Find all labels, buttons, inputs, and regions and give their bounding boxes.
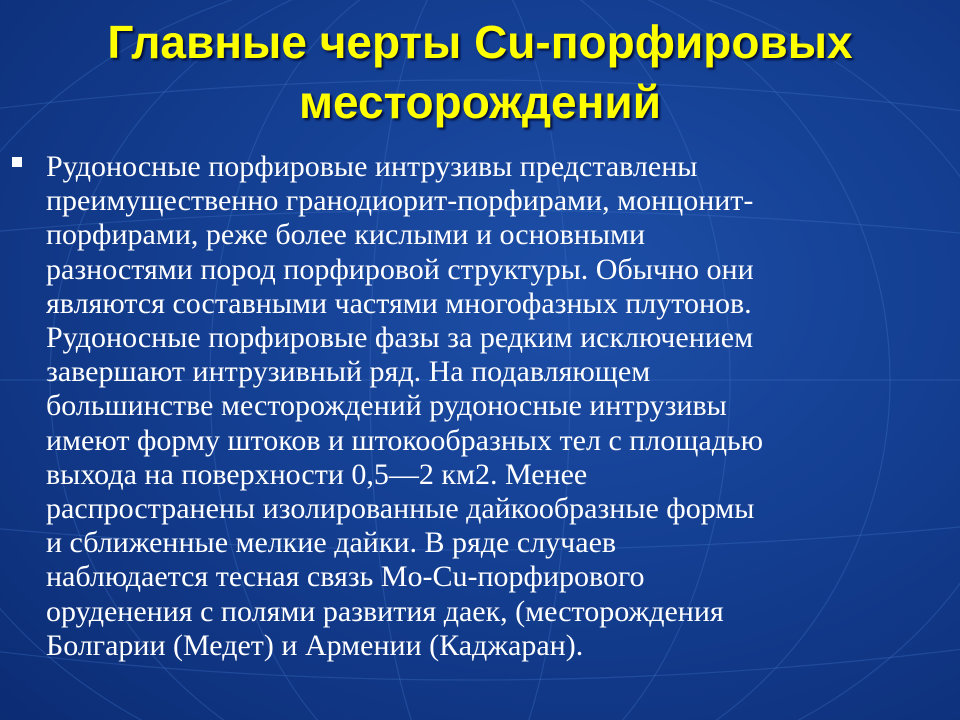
body-line: порфирами, реже более кислыми и основными	[46, 218, 646, 252]
square-bullet-icon	[12, 157, 22, 167]
body-line: Болгарии (Медет) и Армении (Каджаран).	[46, 628, 584, 662]
body-line: преимущественно гранодиорит-порфирами, монцонит-	[46, 184, 754, 218]
body-line: выхода на поверхности 0,5—2 км2. Менее	[46, 457, 588, 491]
body-line: оруденения с полями развития даек, (месторождения	[46, 594, 724, 628]
slide-title-line-1: Главные черты Cu-порфировых	[107, 16, 853, 68]
body-line: наблюдается тесная связь Mo-Cu-порфирового	[46, 560, 645, 594]
body-line: разностями пород порфировой структуры. Обычно они	[46, 252, 754, 286]
body-line: большинстве месторождений рудоносные интрузивы	[46, 389, 727, 423]
slide-title	[20, 12, 940, 132]
body-line: являются составными частями многофазных плутонов.	[46, 286, 752, 320]
slide-title-line-2: месторождений	[299, 76, 661, 128]
body-line: Рудоносные порфировые интрузивы представлены	[46, 150, 698, 183]
body-line: имеют форму штоков и штокообразных тел с площадью	[46, 423, 764, 457]
slide-body-paragraph	[46, 150, 946, 663]
body-line: Рудоносные порфировые фазы за редким исключением	[46, 321, 754, 355]
body-line: завершают интрузивный ряд. На подавляющем	[46, 355, 651, 389]
body-line: распространены изолированные дайкообразные формы	[46, 492, 755, 526]
body-line: и сближенные мелкие дайки. В ряде случаев	[46, 526, 617, 560]
